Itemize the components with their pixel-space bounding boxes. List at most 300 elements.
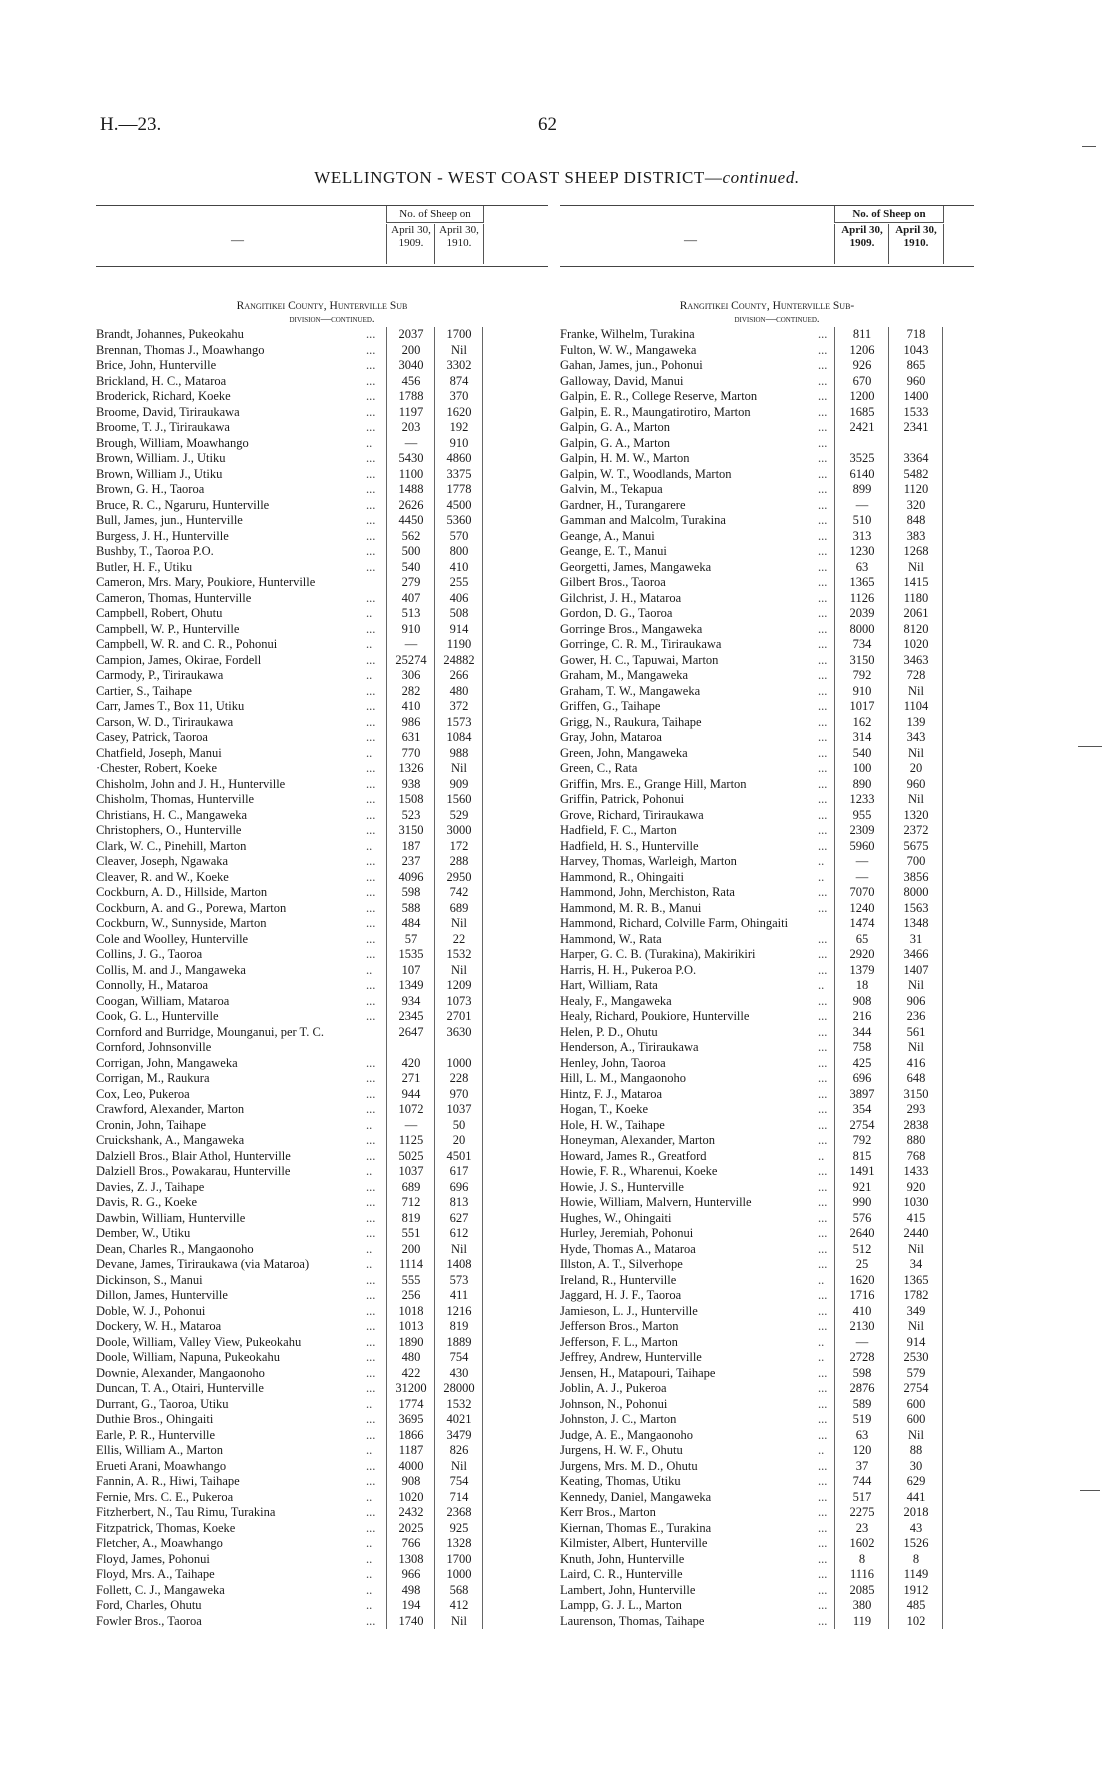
- table-row: [560, 1195, 974, 1211]
- table-row: [560, 885, 974, 901]
- owner-name: Hurley, Jeremiah, Pohonui: [560, 1226, 694, 1240]
- table-row: [96, 1133, 548, 1149]
- table-row: [560, 637, 974, 653]
- sheep-1910: 192: [449, 420, 469, 434]
- sheep-1909: 562: [401, 528, 421, 543]
- sheep-1910: 3466: [903, 947, 929, 961]
- leader-dots: ..: [366, 1241, 373, 1256]
- owner-name: Hart, William, Rata: [560, 978, 658, 992]
- leader-dots: ...: [366, 1350, 376, 1364]
- leader-dots: ...: [818, 900, 828, 915]
- sheep-1910: 485: [906, 1598, 926, 1612]
- sheep-1909: 1774: [398, 1396, 424, 1411]
- sheep-1910: 172: [449, 838, 469, 853]
- sheep-1910: 696: [449, 1179, 469, 1194]
- leader-dots: ...: [818, 1040, 828, 1054]
- leader-dots: ...: [818, 1086, 828, 1101]
- sheep-1910: 8: [912, 1551, 920, 1566]
- leader-dots: ...: [818, 482, 828, 496]
- sheep-1910: 3375: [446, 466, 472, 481]
- table-row: [96, 1304, 548, 1320]
- owner-name: Galpin, G. A., Marton: [560, 435, 671, 450]
- sheep-1909: —: [404, 435, 418, 450]
- table-row: [560, 715, 974, 731]
- table-row: [96, 389, 548, 405]
- sheep-1909: 5025: [398, 1148, 424, 1163]
- owner-name: Christophers, O., Hunterville: [96, 823, 242, 837]
- leader-dots: ...: [818, 1381, 828, 1395]
- table-row: [96, 777, 548, 793]
- owner-name: Corrigan, John, Mangaweka: [96, 1055, 238, 1070]
- sheep-1909: 271: [401, 1071, 421, 1085]
- leader-dots: ...: [818, 497, 828, 512]
- table-row: [96, 1505, 548, 1521]
- leader-dots: ...: [366, 497, 376, 512]
- sheep-1909: 313: [852, 528, 872, 543]
- sheep-1909: 519: [852, 1412, 872, 1426]
- owner-name: Cockburn, A. and G., Porewa, Marton: [96, 900, 287, 915]
- sheep-1910: 30: [909, 1458, 923, 1473]
- sheep-1909: —: [404, 1117, 418, 1132]
- sheep-1910: 1408: [446, 1257, 472, 1271]
- sheep-1909: —: [404, 637, 418, 651]
- owner-name: Hintz, F. J., Mataroa: [560, 1086, 663, 1101]
- sheep-1909: 908: [852, 993, 872, 1008]
- owner-name: Campion, James, Okirae, Fordell: [96, 652, 262, 667]
- sheep-1910: 800: [449, 544, 469, 558]
- sheep-1909: 420: [401, 1055, 421, 1070]
- table-row: [560, 327, 974, 343]
- table-row: [560, 947, 974, 963]
- leader-dots: ..: [366, 1567, 373, 1581]
- leader-dots: ...: [366, 683, 376, 698]
- leader-dots: ..: [818, 978, 825, 992]
- sheep-1910: 5482: [903, 466, 929, 481]
- leader-dots: ...: [818, 606, 828, 620]
- sheep-1910: 1000: [446, 1567, 472, 1581]
- owner-name: Floyd, James, Pohonui: [96, 1551, 210, 1566]
- leader-dots: ...: [366, 1412, 376, 1426]
- owner-name: Knuth, John, Hunterville: [560, 1551, 685, 1566]
- sheep-1910: 1073: [446, 993, 472, 1008]
- leader-dots: ...: [818, 435, 828, 450]
- leader-dots: ...: [366, 373, 376, 388]
- owner-name: Johnson, N., Pohonui: [560, 1396, 668, 1411]
- table-row: [560, 389, 974, 405]
- table-row: [96, 699, 548, 715]
- sheep-1909: 1013: [398, 1319, 424, 1333]
- sheep-1910: 714: [449, 1489, 469, 1504]
- sheep-1909: 8000: [849, 621, 875, 636]
- owner-name: ·Chester, Robert, Koeke: [96, 761, 217, 775]
- sheep-1910: 754: [449, 1474, 469, 1488]
- sheep-1910: 3302: [446, 358, 472, 372]
- table-row: [560, 746, 974, 762]
- sheep-1909: 1620: [849, 1272, 875, 1287]
- right-table: [560, 205, 974, 1629]
- leader-dots: ..: [366, 606, 373, 620]
- sheep-1909: 576: [852, 1210, 872, 1225]
- sheep-1910: 236: [906, 1009, 926, 1023]
- owner-name: Gilchrist, J. H., Mataroa: [560, 590, 682, 605]
- owner-name: Ireland, R., Hunterville: [560, 1272, 677, 1287]
- sheep-1909: 1072: [398, 1102, 424, 1116]
- leader-dots: ...: [818, 1551, 828, 1566]
- owner-name: Gardner, H., Turangarere: [560, 497, 686, 512]
- sheep-1909: 7070: [849, 885, 875, 899]
- sheep-1909: 1116: [849, 1567, 875, 1581]
- sheep-1909: 670: [852, 373, 872, 388]
- leader-dots: ...: [366, 621, 376, 636]
- sheep-1910: 8120: [903, 621, 929, 636]
- sheep-1910: 617: [449, 1164, 469, 1178]
- sheep-1910: 2950: [446, 869, 472, 884]
- sheep-1910: 2368: [446, 1505, 472, 1519]
- sheep-1910: 579: [906, 1365, 926, 1380]
- sheep-1910: 960: [906, 776, 926, 791]
- owner-name: Downie, Alexander, Mangaonoho: [96, 1365, 265, 1380]
- sheep-1909: 1365: [849, 575, 875, 589]
- sheep-1909: 908: [401, 1474, 421, 1488]
- sheep-1910: 689: [449, 900, 469, 915]
- sheep-1910: Nil: [451, 761, 467, 775]
- owner-name: Jefferson, F. L., Marton: [560, 1334, 678, 1349]
- sheep-1909: 480: [401, 1350, 421, 1364]
- table-row: [96, 637, 548, 653]
- sheep-1910: 416: [906, 1055, 926, 1070]
- owner-name: Griffen, G., Taihape: [560, 699, 661, 713]
- sheep-1910: 43: [909, 1520, 923, 1535]
- sheep-1910: 1020: [903, 637, 929, 651]
- sheep-1910: 3630: [446, 1024, 472, 1039]
- sheep-1909: 500: [401, 544, 421, 558]
- sheep-1909: 65: [855, 931, 869, 946]
- table-row: [96, 1567, 548, 1583]
- sheep-1909: 555: [401, 1272, 421, 1287]
- sheep-1909: 523: [401, 807, 421, 822]
- owner-name: Franke, Wilhelm, Turakina: [560, 327, 695, 341]
- sheep-1909: 498: [401, 1582, 421, 1597]
- table-row: [560, 1428, 974, 1444]
- table-row: [96, 451, 548, 467]
- table-row: [560, 1536, 974, 1552]
- sheep-1910: 1620: [446, 404, 472, 419]
- table-row: [560, 1567, 974, 1583]
- sheep-1910: 2701: [446, 1009, 472, 1023]
- leader-dots: ...: [366, 1102, 376, 1116]
- owner-name: Dockery, W. H., Mataroa: [96, 1319, 222, 1333]
- sheep-1909: 890: [852, 776, 872, 791]
- leader-dots: ...: [818, 730, 828, 744]
- table-row: [96, 947, 548, 963]
- leader-dots: ...: [818, 1412, 828, 1426]
- table-row: [96, 823, 548, 839]
- owner-name: Jefferson Bros., Marton: [560, 1319, 679, 1333]
- sheep-1910: 441: [906, 1489, 926, 1504]
- leader-dots: ...: [818, 544, 828, 558]
- table-row: [560, 622, 974, 638]
- leader-dots: ...: [818, 885, 828, 899]
- leader-dots: ..: [818, 1443, 825, 1457]
- leader-dots: ...: [366, 1520, 376, 1535]
- sheep-1910: 343: [906, 730, 926, 744]
- leader-dots: ...: [818, 962, 828, 977]
- table-row: [560, 358, 974, 374]
- sheep-1909: —: [855, 1334, 869, 1349]
- table-row: [560, 1366, 974, 1382]
- sheep-1910: 1912: [903, 1582, 929, 1597]
- table-row: [560, 1490, 974, 1506]
- leader-dots: ...: [818, 1226, 828, 1240]
- sheep-1909: 5430: [398, 451, 424, 465]
- table-row: [560, 932, 974, 948]
- sheep-1909: 1100: [398, 466, 424, 481]
- leader-dots: ...: [818, 652, 828, 667]
- table-row: [560, 343, 974, 359]
- sheep-1909: 1240: [849, 900, 875, 915]
- owner-name: Brandt, Johannes, Pukeokahu: [96, 327, 244, 341]
- leader-dots: ...: [366, 1071, 376, 1085]
- table-row: [560, 1009, 974, 1025]
- sheep-1910: 629: [906, 1474, 926, 1488]
- table-row: [560, 420, 974, 436]
- owner-name: Henley, John, Taoroa: [560, 1055, 666, 1070]
- table-row: [560, 544, 974, 560]
- leader-dots: ...: [366, 916, 376, 930]
- owner-name: Joblin, A. J., Pukeroa: [560, 1381, 667, 1395]
- sheep-1909: 598: [401, 885, 421, 899]
- table-row: [96, 1443, 548, 1459]
- sheep-1910: 2440: [903, 1226, 929, 1240]
- sheep-1910: 34: [909, 1257, 923, 1271]
- sheep-1909: 3150: [849, 652, 875, 667]
- sheep-1909: 1114: [398, 1257, 424, 1271]
- owner-name: Fletcher, A., Moawhango: [96, 1536, 223, 1550]
- sheep-1910: 1348: [903, 916, 929, 930]
- sheep-1909: 187: [401, 838, 421, 853]
- owner-name: Grove, Richard, Tiriraukawa: [560, 807, 704, 822]
- table-row: [560, 451, 974, 467]
- sheep-1909: —: [855, 854, 869, 868]
- leader-dots: ...: [818, 528, 828, 543]
- owner-name: Dickinson, S., Manui: [96, 1272, 203, 1287]
- sheep-1909: 306: [401, 668, 421, 682]
- sheep-1910: 3150: [903, 1086, 929, 1101]
- table-row: [560, 1056, 974, 1072]
- leader-dots: ...: [818, 1179, 828, 1194]
- sheep-1909: 380: [852, 1598, 872, 1612]
- leader-dots: ...: [818, 1009, 828, 1023]
- sheep-1909: 2432: [398, 1505, 424, 1519]
- owner-name: Hyde, Thomas A., Mataroa: [560, 1241, 696, 1256]
- owner-name: Gorringe Bros., Mangaweka: [560, 621, 703, 636]
- owner-name: Dean, Charles R., Mangaonoho: [96, 1241, 254, 1256]
- sheep-1910: Nil: [908, 1427, 924, 1442]
- leader-dots: ...: [818, 714, 828, 729]
- sheep-1910: 1320: [903, 807, 929, 822]
- owner-name: Brown, William. J., Utiku: [96, 451, 226, 465]
- table-row: [96, 1288, 548, 1304]
- sheep-1910: 754: [449, 1350, 469, 1364]
- owner-name: Cornford and Burridge, Mounganui, per T. C.: [96, 1024, 324, 1039]
- leader-dots: ..: [366, 962, 373, 977]
- table-row: [96, 591, 548, 607]
- table-row: [96, 1397, 548, 1413]
- sheep-1910: 266: [449, 668, 469, 682]
- sheep-count-group-header: No. of Sheep on: [386, 206, 484, 223]
- sheep-1909: 1326: [398, 761, 424, 775]
- owner-name: Campbell, W. R. and C. R., Pohonui: [96, 637, 278, 651]
- sheep-1909: 25274: [395, 652, 427, 667]
- sheep-1909: 2640: [849, 1226, 875, 1240]
- sheep-1909: 410: [401, 699, 421, 713]
- owner-name: Galvin, M., Tekapua: [560, 482, 663, 496]
- table-row: [560, 823, 974, 839]
- sheep-1909: 1491: [849, 1164, 875, 1178]
- leader-dots: ...: [366, 761, 376, 775]
- owner-name: Keating, Thomas, Utiku: [560, 1474, 681, 1488]
- leader-dots: ...: [818, 1505, 828, 1519]
- sheep-1909: 203: [401, 420, 421, 434]
- owner-name: Helen, P. D., Ohutu: [560, 1024, 658, 1039]
- owner-name: Davis, R. G., Koeke: [96, 1195, 198, 1209]
- sheep-1910: 3364: [903, 451, 929, 465]
- table-row: [560, 1583, 974, 1599]
- table-row: [96, 1211, 548, 1227]
- table-row: [560, 1242, 974, 1258]
- sheep-1909: 344: [852, 1024, 872, 1039]
- sheep-1910: 1209: [446, 978, 472, 992]
- sheep-1909: 2275: [849, 1505, 875, 1519]
- owner-name: Carr, James T., Box 11, Utiku: [96, 699, 245, 713]
- leader-dots: ...: [366, 792, 376, 806]
- leader-dots: ..: [366, 1582, 373, 1597]
- sheep-1910: 24882: [443, 652, 475, 667]
- owner-name: Jurgens, H. W. F., Ohutu: [560, 1443, 683, 1457]
- table-row: [96, 963, 548, 979]
- leader-dots: ...: [818, 1458, 828, 1473]
- table-row: [560, 591, 974, 607]
- sheep-1910: 2530: [903, 1350, 929, 1364]
- table-row: [560, 1521, 974, 1537]
- table-row: [96, 560, 548, 576]
- table-row: [96, 792, 548, 808]
- owner-name: Galpin, E. R., Maungatirotiro, Marton: [560, 404, 751, 419]
- sheep-1910: 415: [906, 1210, 926, 1225]
- sheep-1909: 1488: [398, 482, 424, 496]
- table-row: [560, 1257, 974, 1273]
- leader-dots: ...: [366, 1334, 376, 1349]
- sheep-1909: 1602: [849, 1536, 875, 1550]
- leader-dots: ..: [818, 869, 825, 884]
- owner-name: Dalziell Bros., Blair Athol, Hunterville: [96, 1148, 291, 1163]
- owner-name: Cook, G. L., Hunterville: [96, 1009, 219, 1023]
- sheep-1910: 1700: [446, 1551, 472, 1566]
- sheep-1910: 8000: [903, 885, 929, 899]
- sheep-1909: 279: [401, 575, 421, 589]
- leader-dots: ...: [366, 1055, 376, 1070]
- owner-name: Jamieson, L. J., Hunterville: [560, 1303, 698, 1318]
- sheep-1909: 1890: [398, 1334, 424, 1349]
- sheep-1910: 430: [449, 1365, 469, 1380]
- leader-dots: ...: [818, 761, 828, 775]
- owner-name: Jaggard, H. J. F., Taoroa: [560, 1288, 682, 1302]
- sheep-1910: 1533: [903, 404, 929, 419]
- sheep-1910: 906: [906, 993, 926, 1008]
- sheep-1909: 425: [852, 1055, 872, 1070]
- sheep-1909: 2728: [849, 1350, 875, 1364]
- section-heading: [560, 299, 974, 327]
- leader-dots: ...: [366, 869, 376, 884]
- owner-name: Griffin, Mrs. E., Grange Hill, Marton: [560, 776, 747, 791]
- sheep-1910: Nil: [908, 792, 924, 806]
- sheep-1910: Nil: [908, 1040, 924, 1054]
- sheep-1909: 2876: [849, 1381, 875, 1395]
- owner-name: Gower, H. C., Tapuwai, Marton: [560, 652, 719, 667]
- sheep-1909: 2037: [398, 327, 424, 341]
- leader-dots: ...: [366, 1086, 376, 1101]
- sheep-1910: 2061: [903, 606, 929, 620]
- owner-name: Connolly, H., Mataroa: [96, 978, 209, 992]
- leader-dots: ...: [818, 1319, 828, 1333]
- sheep-1909: 1379: [849, 962, 875, 977]
- leader-dots: ...: [818, 699, 828, 713]
- sheep-1909: —: [855, 497, 869, 512]
- sheep-1910: 568: [449, 1582, 469, 1597]
- sheep-1910: 4500: [446, 497, 472, 512]
- sheep-1909: 921: [852, 1179, 872, 1194]
- owner-name: Cartier, S., Taihape: [96, 683, 192, 698]
- table-row: [96, 1226, 548, 1242]
- sheep-1909: 938: [401, 776, 421, 791]
- table-row: [560, 808, 974, 824]
- table-row: [96, 1474, 548, 1490]
- sheep-1910: 1043: [903, 342, 929, 357]
- sheep-1910: Nil: [908, 683, 924, 698]
- leader-dots: ...: [818, 513, 828, 527]
- leader-dots: ..: [366, 745, 373, 760]
- owner-name: Hammond, M. R. B., Manui: [560, 900, 702, 915]
- owner-name: Campbell, W. P., Hunterville: [96, 621, 240, 636]
- table-row: [96, 1614, 548, 1630]
- owner-name: Graham, M., Mangaweka: [560, 668, 689, 682]
- owner-name: Chatfield, Joseph, Manui: [96, 745, 222, 760]
- sheep-1910: 700: [906, 854, 926, 868]
- scan-mark: [1082, 146, 1096, 147]
- table-row: [560, 1025, 974, 1041]
- sheep-1909: 1535: [398, 947, 424, 961]
- sheep-1909: 3040: [398, 358, 424, 372]
- sheep-1909: 955: [852, 807, 872, 822]
- leader-dots: ...: [818, 745, 828, 760]
- owner-name: Doble, W. J., Pohonui: [96, 1303, 206, 1318]
- owner-name: Fannin, A. R., Hiwi, Taihape: [96, 1474, 240, 1488]
- owner-name: Fulton, W. W., Mangaweka: [560, 342, 697, 357]
- april-1910-header: April 30, 1910.: [434, 224, 484, 264]
- owner-name: Kiernan, Thomas E., Turakina: [560, 1520, 712, 1535]
- sheep-1910: 914: [449, 621, 469, 636]
- leader-dots: ...: [366, 358, 376, 372]
- leader-dots: ...: [366, 1148, 376, 1163]
- sheep-1910: 920: [906, 1179, 926, 1194]
- owner-name: Brough, William, Moawhango: [96, 435, 249, 450]
- section-heading-line2: division—continued.: [734, 314, 820, 325]
- owner-name: Geange, A., Manui: [560, 528, 655, 543]
- owner-name: Dawbin, William, Hunterville: [96, 1210, 246, 1225]
- leader-dots: ...: [818, 358, 828, 372]
- sheep-1910: 612: [449, 1226, 469, 1240]
- owner-name: Cameron, Thomas, Hunterville: [96, 590, 252, 605]
